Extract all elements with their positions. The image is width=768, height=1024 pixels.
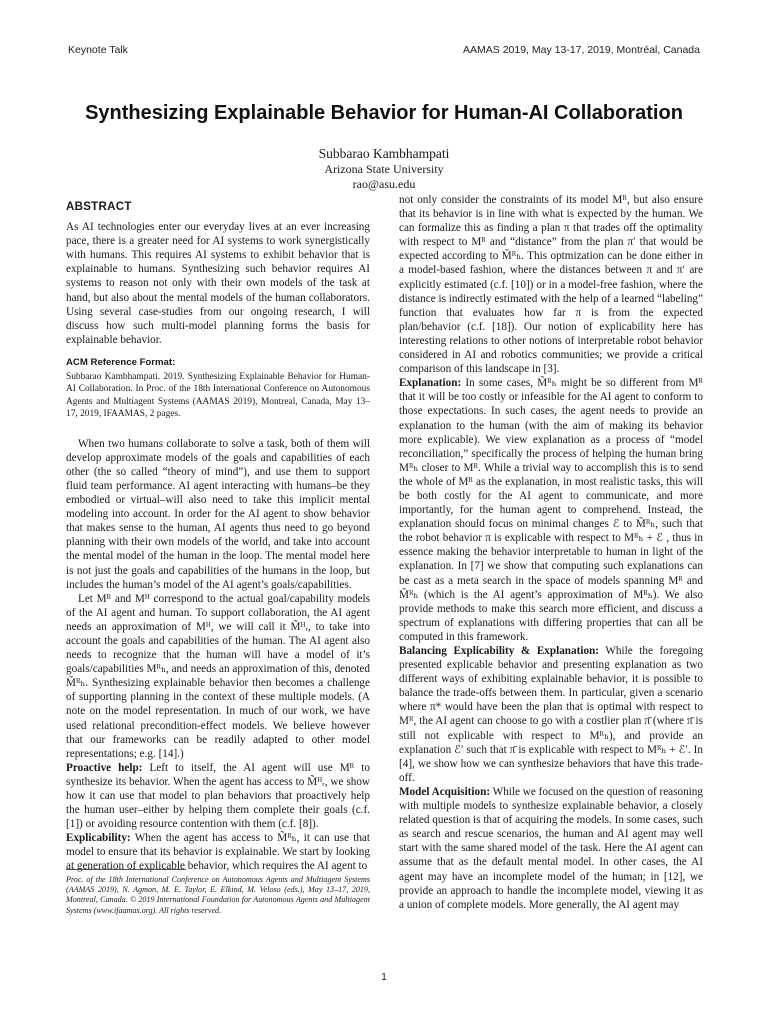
abstract-text: As AI technologies enter our everyday lives at an ever increasing pace, there is a greater need for AI systems to work synergistically with humans. This requires AI systems to exhibit behavior that is explainable to humans. Synthesizing such behavior requires AI systems to reason not only with their own models of the task at hand, but also about the mental models of the human collaborators. Using several case-studies from our ongoing research, I will discuss how such multi-model planning forms the basis for explainable behavior.: [66, 221, 370, 346]
footnote-copyright: Proc. of the 18th International Conference on Autonomous Agents and Multiagent Systems (AAMAS 2019), N. Agmon, M. E. Taylor, E. Elkind, M. Veloso (eds.), May 13–17, 2019, Montreal, Canada. © 2019 International Foundation for Autonomous Agents and Multiagent Systems (www.ifaamas.org). All rights reserved.: [66, 875, 370, 915]
author-affiliation: Arizona State University: [324, 162, 444, 176]
body-paragraph: [399, 644, 703, 785]
run-in-heading: Model Acquisition:: [399, 785, 491, 798]
body-paragraph: When two humans collaborate to solve a task, both of them will develop approximate models of the goals and capabilities of each other (the so called “theory of mind”), and use them to support fluid team performance. AI agent interacting with humans–be they embodied or virtual–will also need to take this implicit mental modeling into account. In order for the AI agent to show behavior that makes sense to the human, AI agents thus need to go beyond planning with their own models of the world, and take into account the mental model of the human in the loop. The mental model here is not just the goals and capabilities of the humans in the loop, but includes the human’s model of the AI agent’s goals/capabilities.: [66, 437, 370, 591]
paragraph-text: While we focused on the question of reasoning with multiple models to synthesize explainable behavior, a closely related question is that of acquiring the models. In some cases, such as search and rescue scenarios, the human and AI agent may well start with the same shared model of the task. Here the AI agent can assume that as the default mental model. In other cases, the AI agent may have an incomplete model of the human; in [12], we provide an approach to handle the incomplete model, viewing it as a union of complete models. More generally, the AI agent may: [399, 785, 703, 911]
paper-title: Synthesizing Explainable Behavior for Human-AI Collaboration: [85, 102, 683, 124]
author-email: rao@asu.edu: [352, 177, 416, 191]
body-paragraph: [399, 376, 703, 644]
abstract-heading: ABSTRACT: [66, 201, 132, 213]
running-header-left: Keynote Talk: [68, 44, 128, 56]
body-paragraph: [66, 831, 370, 873]
acm-reference-heading: ACM Reference Format:: [66, 356, 176, 368]
author-name: Subbarao Kambhampati: [318, 146, 450, 161]
body-paragraph: not only consider the constraints of its model Mᴿ, but also ensure that its behavior is in line with what is expected by the human. We can formalize this as finding a plan π that trades off the optimality with respect to Mᴿ and “distance” from the plan π′ that would be expected according to M̃ᴿₕ. This optmization can be done either in a model-based fashion, where the distances between π and π′ are explicitly estimated (c.f. [10]) or in a model-free fashion, where the distance is indirectly estimated with the help of a learned “labeling” function that evaluates how far π is from the expected plan/behavior (c.f. [18]). Our notion of explicability here has interesting relations to other notions of interpretable robot behavior considered in AI and robotics communities; we provide a critical comparison of this landscape in [3].: [399, 194, 703, 376]
acm-reference-text: Subbarao Kambhampati. 2019. Synthesizing Explainable Behavior for Human-AI Collaboration. In Proc. of the 18th International Conference on Autonomous Agents and Multiagent Systems (AAMAS 2019), Montreal, Canada, May 13–17, 2019, IFAAMAS, 2 pages.: [66, 372, 370, 420]
paragraph-text: While the foregoing presented explicable behavior and presenting explanation as two different ways of exhibiting explainable behavior, it is possible to balance the trade-offs between them. In particular, given a scenario where π* would have been the plan that is optimal with respect to Mᴿ, the AI agent can choose to go with a costlier plan π̄ (where π̄ is still not explicable with respect to Mᴿₕ), and provide an explanation ℰ′ such that π̄ is explicable with respect to Mᴿₕ + ℰ′. In [4], we show how we can synthesize behaviors that have this trade-off.: [399, 645, 704, 784]
right-column: [399, 193, 703, 912]
footnote-rule: [66, 869, 186, 870]
paragraph-text: When the agent has access to M̃ᴿₕ, it can use that model to ensure that its behavior is explainable. We start by looking at generation of explicable behavior, which requires the AI agent to: [66, 832, 370, 873]
run-in-heading: Proactive help:: [66, 761, 143, 774]
body-paragraph: Let Mᴿ and Mᴴ correspond to the actual goal/capability models of the AI agent and human. To support collaboration, the AI agent needs an approximation of Mᴴ, we will call it M̃ᴴᵣ, to take into account the goals and capabilities of the human. The AI agent also needs to recognize that the human will have a model of it’s goals/capabilities Mᴿₕ, and needs an approximation of this, denoted M̃ᴿₕ. Synthesizing explainable behavior then becomes a challenge of supporting planning in the context of these multiple models. (A note on the model representation. In much of our work, we have used relational precondition-effect models. We believe however that our frameworks can be readily adapted to other model representations; e.g. [14].): [66, 592, 370, 760]
body-paragraph: [66, 761, 370, 831]
body-paragraph: [399, 785, 703, 912]
left-column: [66, 200, 370, 874]
run-in-heading: Balancing Explicability & Explanation:: [399, 645, 599, 657]
paragraph-text: In some cases, M̃ᴿₕ might be so different from Mᴿ that it will be too costly or infeasible for the AI agent to conform to those expectations. In such cases, the agent needs to provide an explanation to the human (with the aim of making its behavior more explicable). We view explanation as a process of “model reconciliation,” specifically the process of helping the human bring Mᴿₕ closer to Mᴿ. While a trivial way to accomplish this is to send the whole of Mᴿ as the explanation, in most realistic tasks, this will be both costly for the AI agent to communicate, and more importantly, for the human agent to comprehend. Instead, the explanation should focus on minimal changes ℰ to M̃ᴿₕ, such that the robot behavior π is explicable with respect to Mᴿₕ + ℰ , thus in essence making the behavior interpretable to human in light of the explanation. In [7] we show that computing such explanations can be cast as a meta search in the space of models spanning Mᴿ and M̃ᴿₕ (which is the AI agent’s approximation of Mᴿₕ). We also provide methods to make this search more efficient, and discuss a spectrum of explanations with differing properties that can all be computed in this framework.: [399, 377, 703, 643]
paragraph-text: Left to itself, the AI agent will use Mᴿ to synthesize its behavior. When the agent has access to M̃ᴴᵣ, we show how it can use that model to plan behaviors that proactively help the human user–either by helping them complete their goals (c.f. [1]) or avoiding resource contention with them (c.f. [8]).: [66, 761, 370, 831]
run-in-heading: Explicability:: [66, 832, 131, 845]
page-number: 1: [381, 972, 387, 983]
run-in-heading: Explanation:: [399, 377, 462, 390]
running-header-right: AAMAS 2019, May 13-17, 2019, Montréal, Canada: [463, 44, 700, 56]
